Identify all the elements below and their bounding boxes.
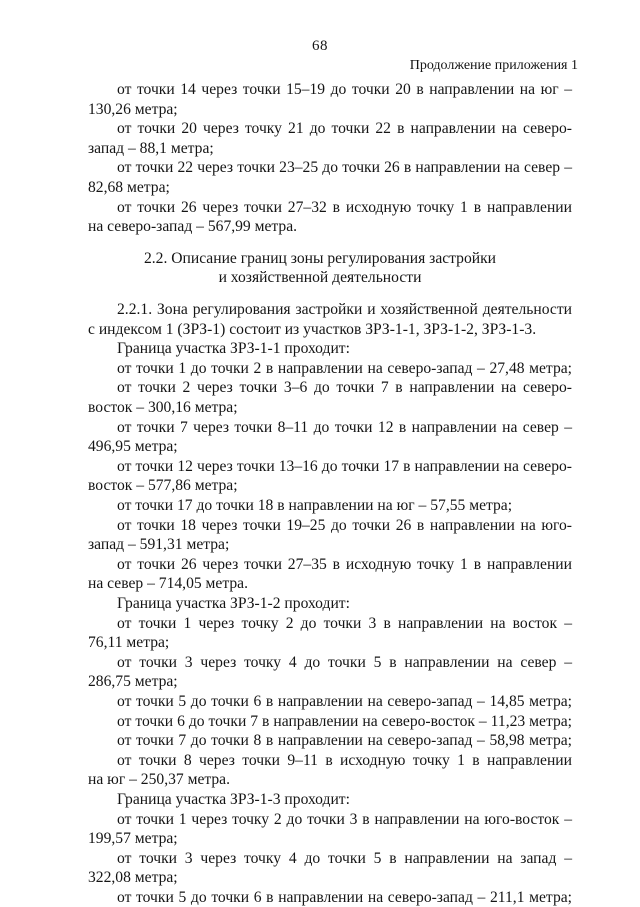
text-line: 130,26 метра; bbox=[88, 100, 178, 118]
text-line: от точки 14 через точки 15–19 до точки 20 в направлении на юг – bbox=[117, 81, 572, 98]
text-line: на юг – 250,37 метра. bbox=[88, 771, 230, 789]
section-heading-line-2: и хозяйственной деятельности bbox=[218, 269, 422, 287]
text-line: от точки 7 до точки 8 в направлении на северо-запад – 58,98 метра; bbox=[117, 732, 572, 750]
text-line: от точки 22 через точки 23–25 до точки 26 в направлении на север – bbox=[117, 159, 572, 177]
text-line: Граница участка ЗРЗ-1-2 проходит: bbox=[117, 595, 350, 612]
text-line: от точки 1 до точки 2 в направлении на северо-запад – 27,48 метра; bbox=[117, 359, 572, 377]
text-line: Граница участка ЗРЗ-1-1 проходит: bbox=[117, 340, 350, 358]
text-line: запад – 88,1 метра; bbox=[88, 139, 214, 157]
text-line: от точки 18 через точки 19–25 до точки 26 в направлении на юго- bbox=[117, 516, 572, 534]
text-line: от точки 7 через точки 8–11 до точки 12 в направлении на север – bbox=[117, 418, 572, 436]
text-line: от точки 5 до точки 6 в направлении на северо-запад – 211,1 метра; bbox=[117, 889, 572, 906]
text-line: от точки 2 через точки 3–6 до точки 7 в направлении на северо- bbox=[117, 379, 572, 397]
text-line: 76,11 метра; bbox=[88, 634, 170, 652]
text-line: с индексом 1 (ЗРЗ-1) состоит из участков ЗРЗ-1-1, ЗРЗ-1-2, ЗРЗ-1-3. bbox=[88, 320, 537, 338]
text-line: от точки 1 через точку 2 до точки 3 в направлении на юго-восток – bbox=[117, 810, 572, 828]
text-line: на север – 714,05 метра. bbox=[88, 575, 248, 593]
text-line: 199,57 метра; bbox=[88, 830, 178, 848]
text-line: 82,68 метра; bbox=[88, 179, 170, 196]
text-line: от точки 12 через точки 13–16 до точки 17 в направлении на северо- bbox=[117, 457, 572, 475]
text-line: на северо-запад – 567,99 метра. bbox=[88, 218, 298, 236]
text-line: от точки 26 через точки 27–32 в исходную точку 1 в направлении bbox=[117, 198, 572, 216]
text-line: от точки 8 через точки 9–11 в исходную точку 1 в направлении bbox=[117, 751, 572, 769]
text-line: 322,08 метра; bbox=[88, 869, 178, 887]
text-line: 286,75 метра; bbox=[88, 673, 178, 691]
text-line: восток – 577,86 метра; bbox=[88, 477, 238, 495]
text-line: от точки 3 через точку 4 до точки 5 в направлении на север – bbox=[117, 653, 572, 671]
text-line: от точки 3 через точку 4 до точки 5 в направлении на запад – bbox=[117, 849, 572, 867]
text-line: от точки 5 до точки 6 в направлении на северо-запад – 14,85 метра; bbox=[117, 693, 572, 710]
text-line: от точки 20 через точку 21 до точки 22 в направлении на северо- bbox=[117, 120, 572, 138]
text-line: восток – 300,16 метра; bbox=[88, 399, 238, 416]
text-line: запад – 591,31 метра; bbox=[88, 536, 230, 554]
text-line: от точки 1 через точку 2 до точки 3 в направлении на восток – bbox=[117, 614, 572, 632]
section-heading-line-1: 2.2. Описание границ зоны регулирования застройки bbox=[143, 249, 497, 267]
text-line: от точки 26 через точки 27–35 в исходную точку 1 в направлении bbox=[117, 555, 572, 573]
running-head: Продолжение приложения 1 bbox=[409, 58, 578, 73]
text-line: Граница участка ЗРЗ-1-3 проходит: bbox=[117, 791, 350, 808]
page-number: 68 bbox=[312, 38, 328, 54]
text-line: 496,95 метра; bbox=[88, 438, 178, 456]
text-line: от точки 17 до точки 18 в направлении на юг – 57,55 метра; bbox=[117, 497, 513, 514]
text-line: 2.2.1. Зона регулирования застройки и хозяйственной деятельности bbox=[117, 301, 572, 318]
text-line: от точки 6 до точки 7 в направлении на северо-восток – 11,23 метра; bbox=[117, 712, 572, 730]
